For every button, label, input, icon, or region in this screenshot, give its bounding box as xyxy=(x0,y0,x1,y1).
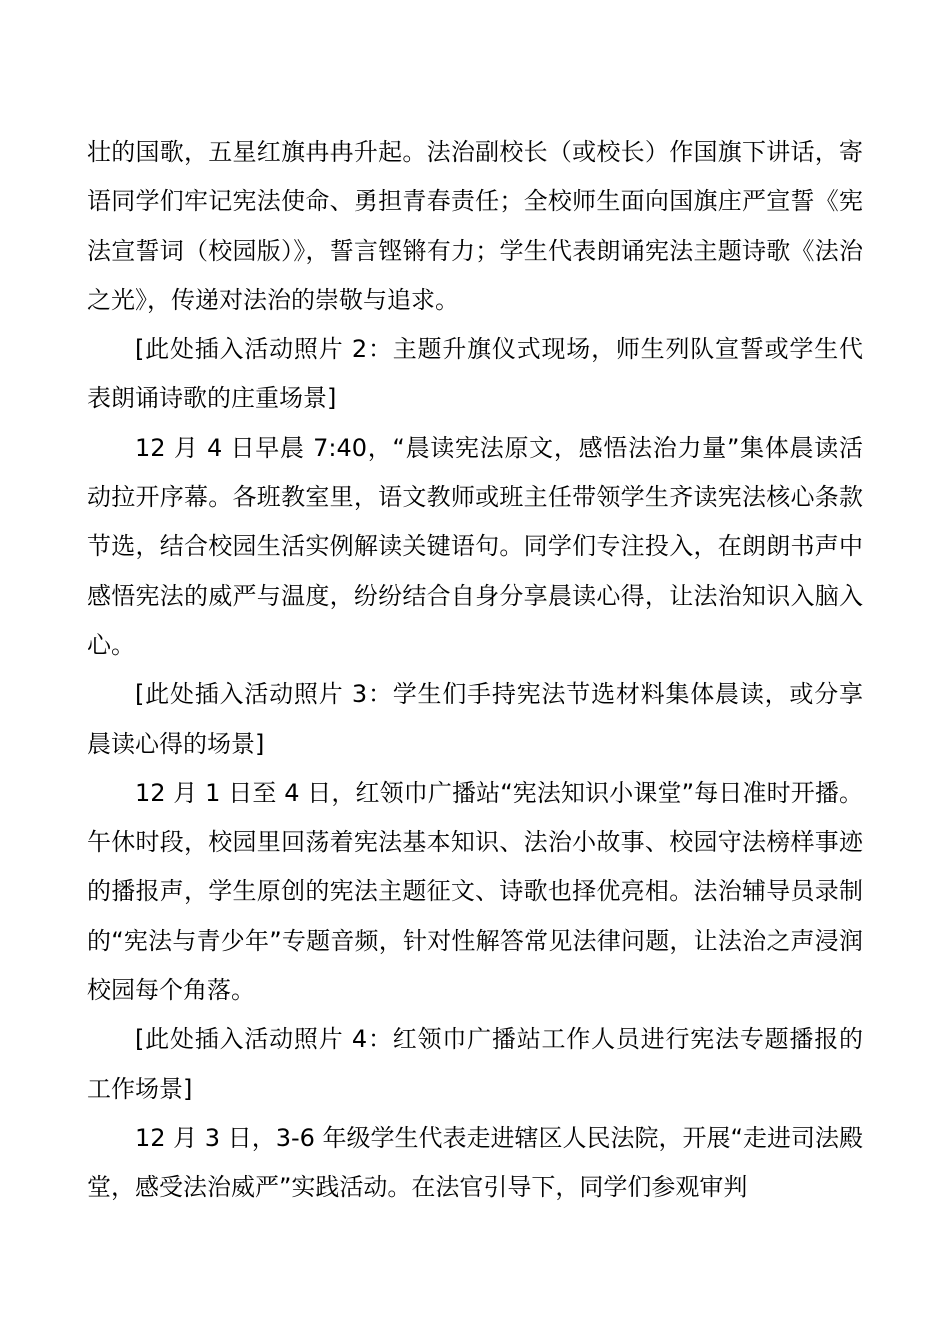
paragraph-morning-reading: 12 月 4 日早晨 7:40，“晨读宪法原文，感悟法治力量”集体晨读活动拉开序幕。各班教室里，语文教师或班主任带领学生齐读宪法核心条款节选，结合校园生活实例解读关键语句。同学们专注投入，在朗朗书声中感悟宪法的威严与温度，纷纷结合自身分享晨读心得，让法治知识入脑入心。 xyxy=(87,433,863,659)
paragraph-radio-station: 12 月 1 日至 4 日，红领巾广播站“宪法知识小课堂”每日准时开播。午休时段，校园里回荡着宪法基本知识、法治小故事、校园守法榜样事迹的播报声，学生原创的宪法主题征文、诗歌也择优亮相。法治辅导员录制的“宪法与青少年”专题音频，针对性解答常见法律问题，让法治之声浸润校园每个角落。 xyxy=(87,778,863,1005)
paragraph-court-visit: 12 月 3 日，3-6 年级学生代表走进辖区人民法院，开展“走进司法殿堂，感受法治威严”实践活动。在法官引导下，同学们参观审判 xyxy=(87,1123,863,1202)
paragraph-flag-ceremony: 壮的国歌，五星红旗冉冉升起。法治副校长（或校长）作国旗下讲话，寄语同学们牢记宪法使命、勇担青春责任；全校师生面向国旗庄严宣誓《宪法宣誓词（校园版）》，誓言铿锵有力；学生代表朗诵宪法主题诗歌《法治之光》，传递对法治的崇敬与追求。 xyxy=(87,138,863,314)
photo-placeholder-3: [此处插入活动照片 3：学生们手持宪法节选材料集体晨读，或分享晨读心得的场景] xyxy=(87,680,863,758)
photo-placeholder-2: [此处插入活动照片 2：主题升旗仪式现场，师生列队宣誓或学生代表朗诵诗歌的庄重场景] xyxy=(87,335,863,413)
document-body xyxy=(87,128,863,1213)
photo-placeholder-4: [此处插入活动照片 4：红领巾广播站工作人员进行宪法专题播报的工作场景] xyxy=(87,1025,863,1103)
